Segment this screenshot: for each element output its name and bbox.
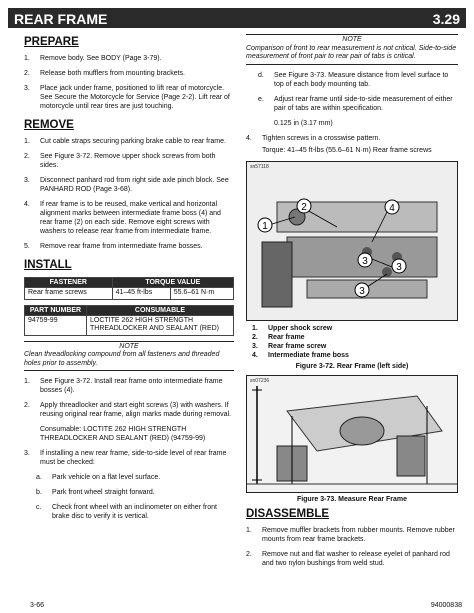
remove-heading: REMOVE <box>24 119 74 131</box>
figure-id: sn57118 <box>250 163 269 170</box>
list-item: 3. Disconnect panhard rod from right side axle pinch block. See PANHARD ROD (Page 3-68). <box>24 177 229 193</box>
callout-3b: 3 <box>396 261 402 273</box>
list-item: 1. Remove muffler brackets from rubber mounts. Remove rubber mounts from rear frame brackets. <box>246 526 455 543</box>
page-header <box>8 8 466 28</box>
callout-3c: 3 <box>359 285 365 297</box>
list-item: 1. Cut cable straps securing parking brake cable to rear frame. <box>24 138 226 145</box>
figure-3-73 <box>246 375 458 493</box>
list-item: 4. Tighten screws in a crosswise pattern. Torque: 41–45 ft-lbs (55.6–61 N·m) Rear frame screws <box>246 134 458 155</box>
sub-item: d. See Figure 3-73. Measure distance from level surface to top of each body mounting tab. <box>258 71 449 88</box>
left-column <box>24 34 234 527</box>
right-column <box>246 34 458 574</box>
consumable-line: Consumable: LOCTITE 262 HIGH STRENGTH THREADLOCKER AND SEALANT (RED) (94759-99) <box>40 426 206 442</box>
callout-3: 3 <box>362 255 368 267</box>
torque-table: FASTENER TORQUE VALUE Rear frame screws 41–45 ft-lbs 55.6–61 N·m <box>24 277 234 300</box>
list-item: 2. Remove nut and flat washer to release eyelet of panhard rod and two nylon bushings from weld stud. <box>246 550 450 567</box>
list-item: 2. Apply threadlocker and start eight screws (3) with washers. If reusing original rear frame, align marks made during removal. <box>24 402 232 418</box>
spec-value: 0.125 in (3.17 mm) <box>274 119 333 127</box>
section-title: REAR FRAME <box>14 11 108 27</box>
callout-4: 4 <box>389 202 395 214</box>
figure-id: sn07236 <box>250 377 270 384</box>
list-item: 2. Release both mufflers from mounting brackets. <box>24 70 185 77</box>
footer-doc-number: 94000838 <box>430 602 462 609</box>
prepare-heading: PREPARE <box>24 36 79 48</box>
list-item: 4. If rear frame is to be reused, make vertical and horizontal alignment marks between intermediate frame boss (4) and rear frame (2) on each side. Remove eight screws with washers to release rear frame from intermediate frame. <box>24 201 221 235</box>
footer-page: 3-66 <box>30 602 45 609</box>
page-number: 3.29 <box>432 11 460 27</box>
list-item: 3. If installing a new rear frame, side-to-side level of rear frame must be checked: <box>24 450 227 466</box>
list-item: 1. Remove body. See BODY (Page 3-79). <box>24 55 162 62</box>
figure-caption: Figure 3-73. Measure Rear Frame <box>296 495 408 503</box>
sub-item: b. Park front wheel straight forward. <box>36 489 155 496</box>
rear-frame-illustration <box>247 162 457 320</box>
measurement-note: NOTE Comparison of front to rear measurement is not critical. Side-to-side measurement of front pair to rear pair of tabs is critical. <box>246 34 458 65</box>
sub-item: e. Adjust rear frame until side-to-side measurement of either pair of tabs are within specification. <box>258 95 453 112</box>
figure-legend: 1. Upper shock screw 2. Rear frame 3. Rear frame screw 4. Intermediate frame boss <box>252 324 349 359</box>
figure-caption: Figure 3-72. Rear Frame (left side) <box>295 362 409 370</box>
sub-item: a. Park vehicle on a flat level surface. <box>36 474 161 481</box>
list-item: 3. Place jack under frame, positioned to lift rear of motorcycle. See Secure the Motorcycle for Service (Page 2-2). Lift rear of motorcycle until rear tires are just touching. <box>24 85 230 110</box>
callout-2: 2 <box>301 201 307 213</box>
install-note: NOTE Clean threadlocking compound from all fasteners and threaded holes prior to assembly. <box>24 341 234 372</box>
callout-1: 1 <box>262 220 268 232</box>
torque-line: Torque: 41–45 ft-lbs (55.6–61 N·m) Rear frame screws <box>262 146 432 154</box>
sub-item: c. Check front wheel with an inclinometer on either front brake disc to verify it is vertical. <box>36 504 217 520</box>
install-heading: INSTALL <box>24 259 72 271</box>
list-item: 1. See Figure 3-72. Install rear frame onto intermediate frame bosses (4). <box>24 378 223 394</box>
list-item: 5. Remove rear frame from intermediate frame bosses. <box>24 243 203 250</box>
consumable-table: PART NUMBER CONSUMABLE 94759-99 LOCTITE 262 HIGH STRENGTH THREADLOCKER AND SEALANT (RED) <box>24 305 234 336</box>
disassemble-heading: DISASSEMBLE <box>246 507 330 520</box>
figure-3-72 <box>246 161 458 321</box>
list-item: 2. See Figure 3-72. Remove upper shock screws from both sides. <box>24 153 216 169</box>
measure-frame-illustration <box>247 376 457 492</box>
